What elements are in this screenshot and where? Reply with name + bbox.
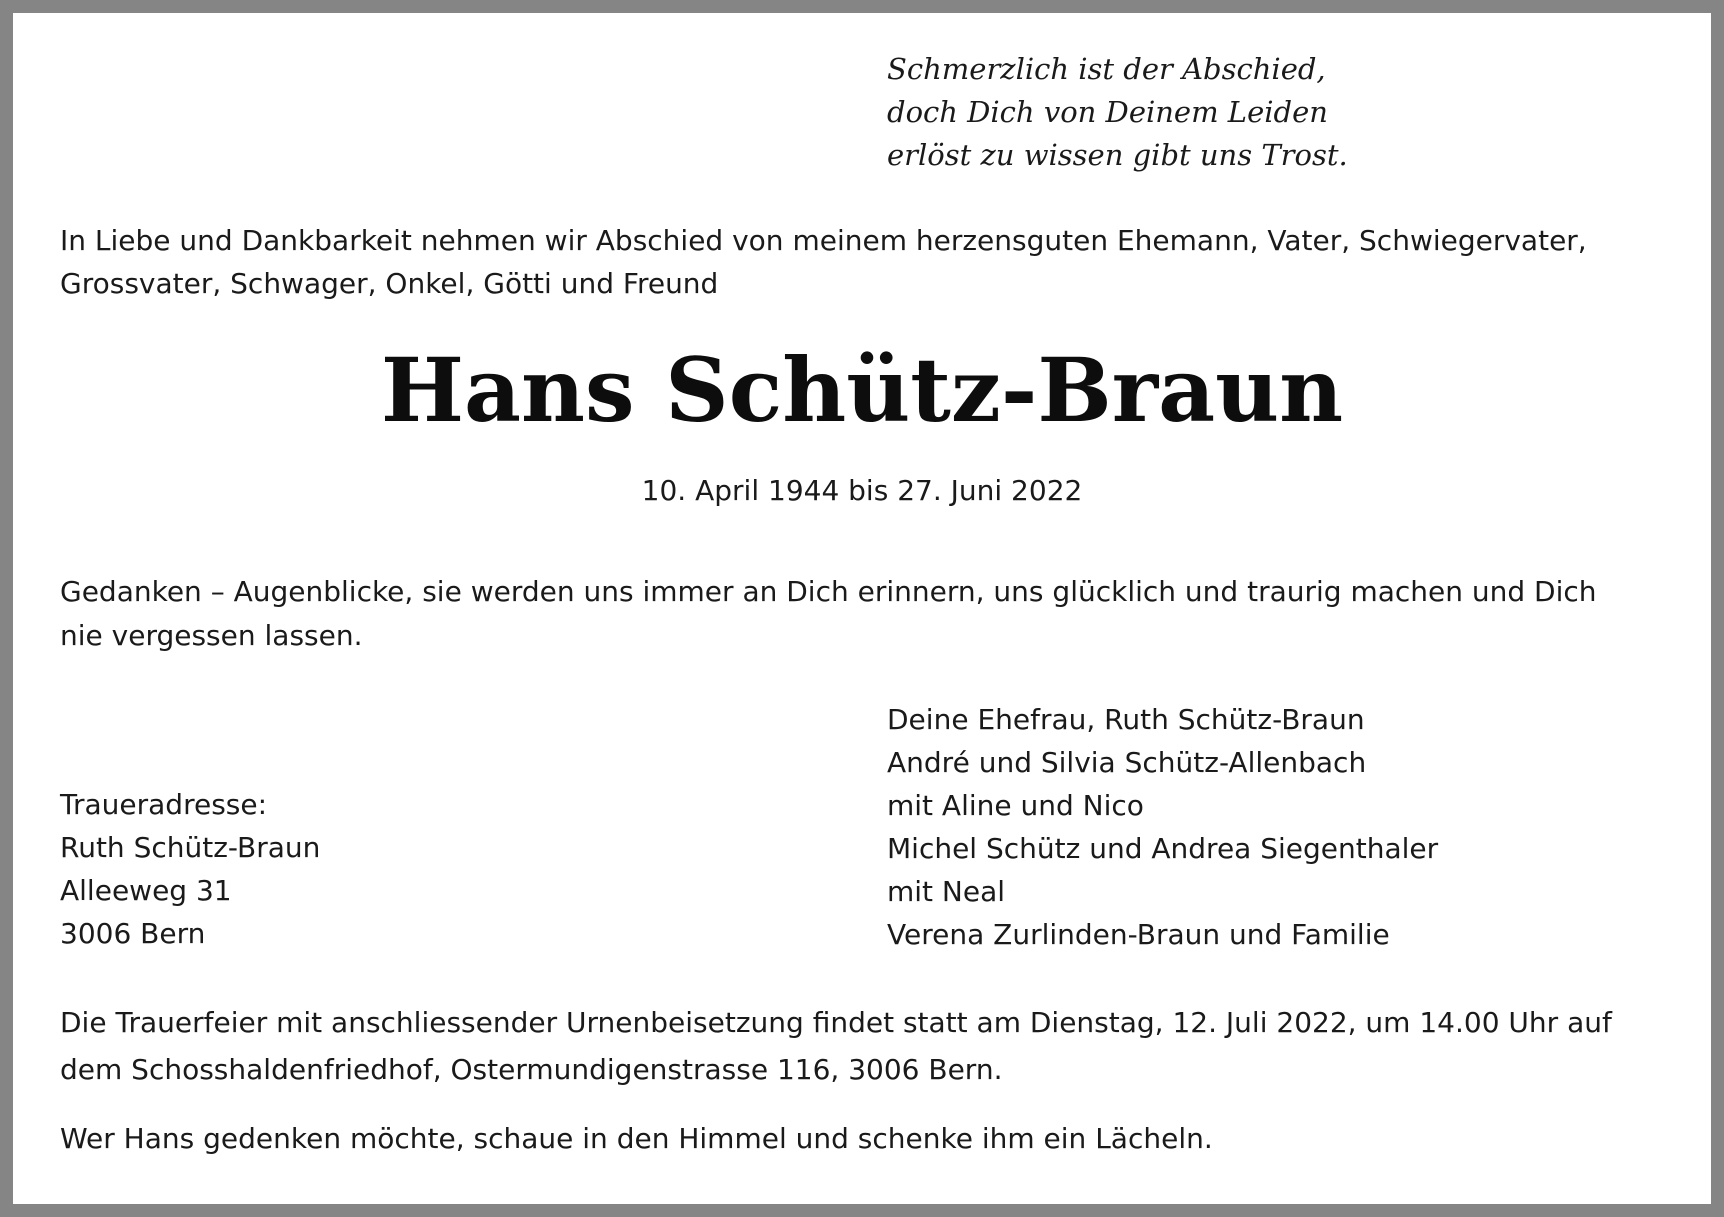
life-dates: 10. April 1944 bis 27. Juni 2022: [641, 474, 1083, 507]
address-label: Traueradresse:: [60, 788, 268, 821]
motto-line: erlöst zu wissen gibt uns Trost.: [887, 138, 1348, 172]
motto-verse: [887, 48, 1687, 177]
thoughts-line: Gedanken – Augenblicke, sie werden uns immer an Dich erinnern, uns glücklich und traurig machen und Dich: [60, 575, 1597, 608]
family-line: Deine Ehefrau, Ruth Schütz-Braun: [887, 703, 1365, 736]
ceremony-info: [60, 999, 1700, 1093]
thoughts-text: [60, 570, 1700, 658]
thoughts-line: nie vergessen lassen.: [60, 619, 363, 652]
family-line: mit Aline und Nico: [887, 789, 1144, 822]
closing-text: Wer Hans gedenken möchte, schaue in den Himmel und schenke ihm ein Lächeln.: [60, 1122, 1213, 1155]
family-line: Verena Zurlinden-Braun und Familie: [887, 918, 1390, 951]
intro-text: [60, 219, 1700, 305]
family-line: Michel Schütz und Andrea Siegenthaler: [887, 832, 1439, 865]
mourning-address: [60, 783, 760, 955]
ceremony-line: dem Schosshaldenfriedhof, Ostermundigenstrasse 116, 3006 Bern.: [60, 1053, 1003, 1086]
address-line: 3006 Bern: [60, 917, 206, 950]
intro-line: Grossvater, Schwager, Onkel, Götti und Freund: [60, 267, 719, 300]
motto-line: Schmerzlich ist der Abschied,: [887, 52, 1326, 86]
address-line: Ruth Schütz-Braun: [60, 831, 321, 864]
deceased-name: Hans Schütz-Braun: [380, 338, 1344, 442]
motto-line: doch Dich von Deinem Leiden: [887, 95, 1328, 129]
obituary-notice: [13, 13, 1711, 1204]
ceremony-line: Die Trauerfeier mit anschliessender Urnenbeisetzung findet statt am Dienstag, 12. Juli 2022, um 14.00 Uhr auf: [60, 1006, 1612, 1039]
family-list: [887, 698, 1687, 956]
family-line: André und Silvia Schütz-Allenbach: [887, 746, 1367, 779]
family-line: mit Neal: [887, 875, 1006, 908]
address-line: Alleeweg 31: [60, 874, 232, 907]
intro-line: In Liebe und Dankbarkeit nehmen wir Abschied von meinem herzensguten Ehemann, Vater, Schwiegervater,: [60, 224, 1587, 257]
